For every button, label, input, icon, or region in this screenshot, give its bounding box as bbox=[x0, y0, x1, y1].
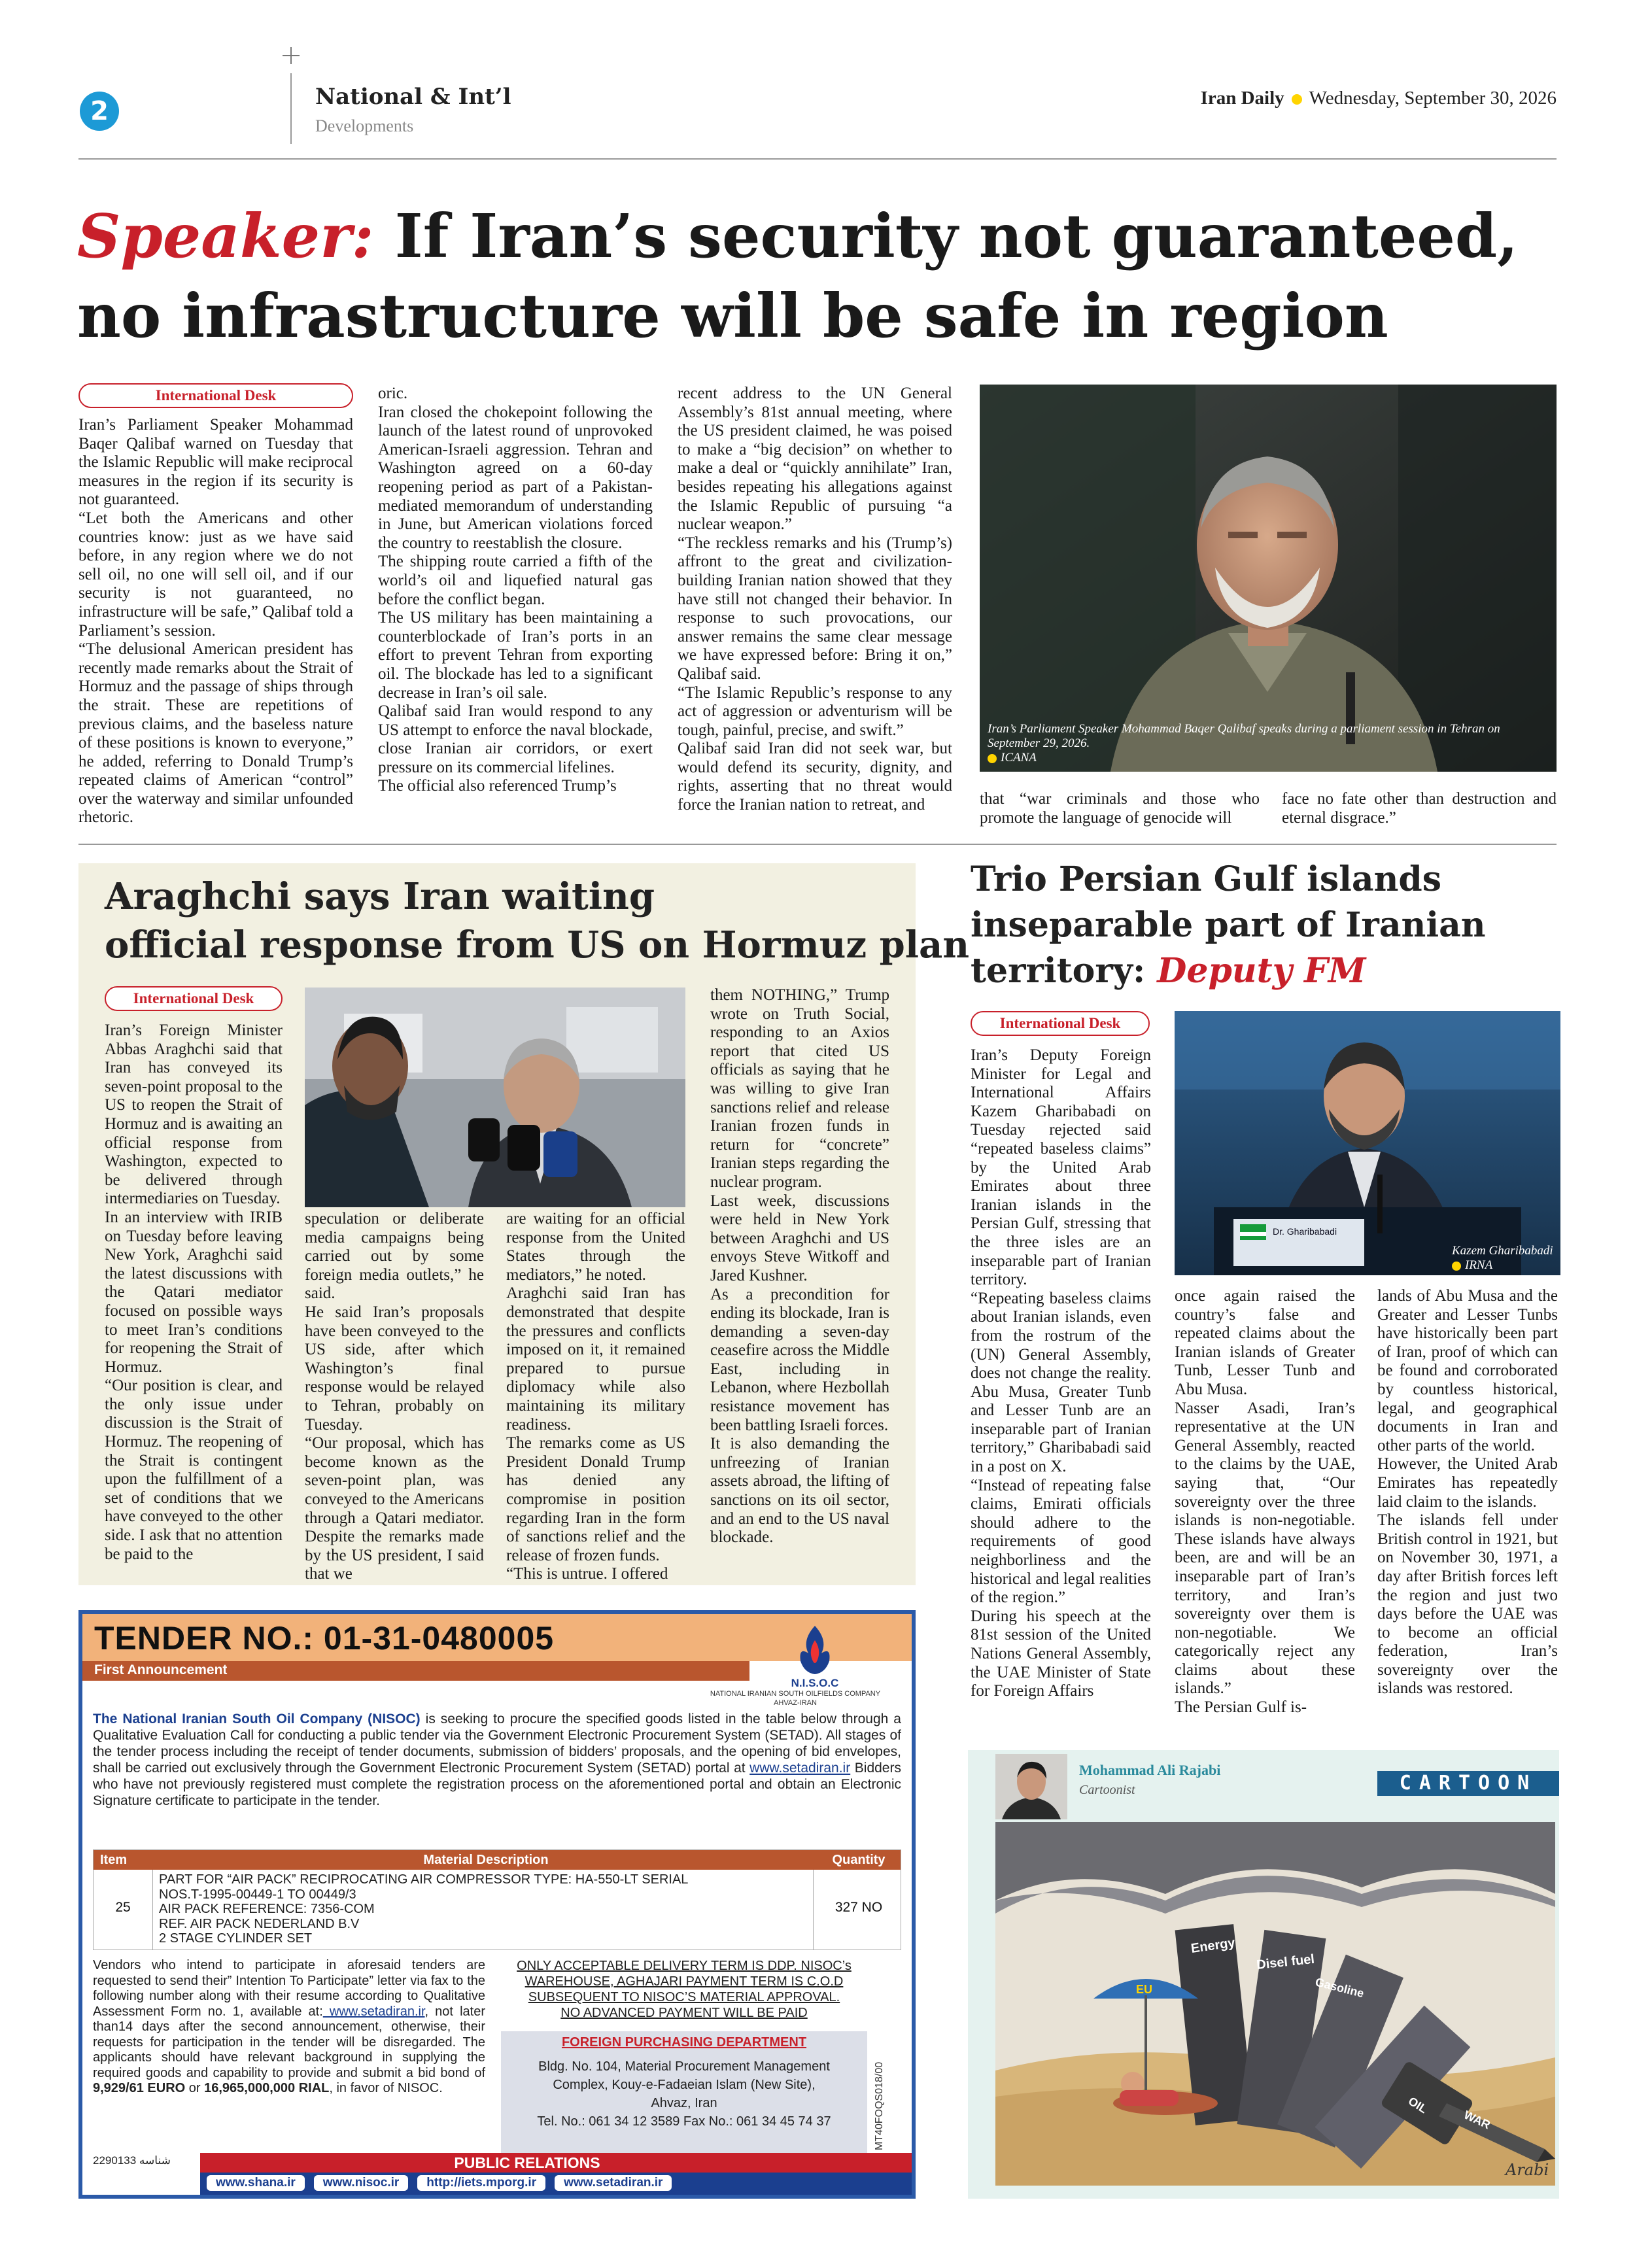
paragraph: recent address to the UN General Assembly’s 81st annual meeting, where the US president claimed, he was poised to make a “big decision” on whether to make a deal or “quickly annihilate” Iran, besides repeating his allegations against the Islamic Republic of pursuing “a nuclear weapon.” bbox=[678, 385, 952, 534]
masthead-info bbox=[1201, 88, 1557, 109]
vendors-text bbox=[93, 1958, 485, 2097]
desc-line: PART FOR “AIR PACK” RECIPROCATING AIR COMPRESSOR TYPE: HA-550-LT SERIAL bbox=[159, 1872, 689, 1887]
paragraph: lands of Abu Musa and the Greater and Lesser Tunbs have historically been part of Iran, proof of which can be found and corroborated by countless historical, legal, and geographical documents in Iran and other parts of the world. bbox=[1377, 1287, 1558, 1454]
paragraph: “The delusional American president has recently made remarks about the Strait of Hormuz and the passage of ships through the strait. These are repetitions of previous claims, and the baseless nature of these positions is known to everyone,” he added, referring to Donald Trump’s repeated claims of American “control” over the waterway and similar unfounded rhetoric. bbox=[78, 640, 353, 827]
paragraph: Qalibaf said Iran would respond to any US attempt to enforce the naval blockade, close Iranian air corridors, or exert pressure on its commercial lifelines. bbox=[378, 702, 653, 776]
credit-dot bbox=[988, 754, 997, 763]
paragraph: The shipping route carried a fifth of the world’s oil and liquefied natural gas before the conflict began. bbox=[378, 553, 653, 608]
paragraph: “The Islamic Republic’s response to any act of aggression or adventurism will be tough, painful, precise, and swift.” bbox=[678, 683, 952, 739]
paragraph: Iran’s Parliament Speaker Mohammad Baqer Qalibaf warned on Tuesday that the Islamic Republic will make reciprocal measures in the region if its security is not guaranteed. bbox=[78, 416, 353, 509]
credit-text: IRNA bbox=[1465, 1258, 1493, 1272]
header-rule bbox=[78, 158, 1557, 160]
address-line: Tel. No.: 061 34 12 3589 Fax No.: 061 34 45 74 37 bbox=[537, 2114, 831, 2129]
delivery-terms bbox=[501, 1958, 867, 2021]
gharibabadi-photo bbox=[1175, 1011, 1560, 1275]
paragraph: The remarks come as US President Donald Trump has denied any compromise in position regarding Iran in the form of sanctions relief and the release of frozen funds. bbox=[506, 1434, 685, 1564]
nisoc-logo bbox=[782, 1621, 848, 1679]
paragraph: “This is untrue. I offered bbox=[506, 1565, 668, 1583]
paragraph: The Persian Gulf is- bbox=[1175, 1698, 1307, 1717]
headline-kicker: Speaker: bbox=[77, 201, 374, 271]
link-iets[interactable]: http://iets.mporg.ir bbox=[417, 2175, 545, 2191]
headline-line-1: If Iran’s security not guaranteed, bbox=[394, 201, 1519, 271]
paragraph: oric. bbox=[378, 385, 408, 402]
qty-separator bbox=[813, 1870, 814, 1950]
header-description: Material Description bbox=[423, 1853, 549, 1867]
nameplate-text: Dr. Gharibabadi bbox=[1273, 1226, 1337, 1237]
dept-title: FOREIGN PURCHASING DEPARTMENT bbox=[561, 2035, 807, 2050]
row-item: 25 bbox=[115, 1900, 131, 1915]
cartoon-label-diesel: Disel fuel bbox=[1256, 1951, 1315, 1972]
delivery-line: NO ADVANCED PAYMENT WILL BE PAID bbox=[560, 2006, 808, 2020]
delivery-line: ONLY ACCEPTABLE DELIVERY TERM IS DDP. NISOC’s bbox=[517, 1959, 852, 1973]
vendors-text-1: Vendors who intend to participate in aforesaid tenders are requested to send their” Intention To Participate” letter via fax to the following number along with their resume according to Qualitative Assessment Form no. 1, available at: bbox=[93, 1958, 485, 2019]
table-header-row bbox=[94, 1850, 901, 1870]
link-setad[interactable]: www.setadiran.ir bbox=[555, 2175, 672, 2191]
paragraph: “Our position is clear, and the only issue under discussion is the Strait of Hormuz. The reopening of the Strait is contingent upon the fulfillment of a set of conditions that we have conveyed to the other side. I ask that no attention be paid to the bbox=[105, 1377, 283, 1563]
desc-line: 2 STAGE CYLINDER SET bbox=[159, 1931, 313, 1946]
cartoonist-avatar bbox=[995, 1754, 1067, 1819]
tender-announcement: First Announcement bbox=[94, 1662, 228, 1677]
paragraph: Nasser Asadi, Iran’s representative at the UN General Assembly, reacted to the claims by the UAE, saying that, “Our sovereignty over the three islands is non-negotiable. These islands have always been, are and will be an inseparable part of Iran’s territory, and Iran’s sovereignty over them is non-negotiable. We categorically reject any claims about these islands.” bbox=[1175, 1399, 1355, 1698]
araghchi-col-3 bbox=[506, 1210, 685, 1583]
paper-name: Iran Daily bbox=[1200, 88, 1284, 109]
cartoon-label-war: WAR bbox=[1462, 2108, 1492, 2132]
intro-text-1: is seeking to procure the specified goods listed in the table below through a Qualitative Evaluation Call for conducting a public tender via the Government Electronic Procurement System (SETAD). All stages of the tender process including the receipt of tender documents, submission of bidders’ proposals, and the opening of bid envelopes, shall be carried out exclusively through the Government Electronic Procurement System (SETAD) portal at bbox=[93, 1711, 901, 1776]
vendors-or: or bbox=[185, 2081, 205, 2095]
paragraph: speculation or deliberate media campaigns being carried out by some foreign media outlets,” he said. bbox=[305, 1210, 484, 1303]
paragraph: The islands fell under British control in 1921, but on November 30, 1971, a day after British forces left the region and just two days before the UAE was to become an official federation, Iran’s sovereignty over the islands was restored. bbox=[1377, 1511, 1558, 1698]
nisoc-flame-icon bbox=[782, 1621, 848, 1679]
cartoon-label-oil: OIL bbox=[1405, 2094, 1430, 2116]
paragraph: As a precondition for ending its blockade, Iran is demanding a seven-day ceasefire across the Middle East, including in Lebanon, where Hezbollah resistance movement has been battling Israeli forces. bbox=[710, 1285, 889, 1434]
headline-line-1: Araghchi says Iran waiting bbox=[105, 875, 655, 918]
tender-advertisement bbox=[78, 1610, 916, 2199]
main-col-4 bbox=[980, 790, 1260, 828]
row-quantity: 327 NO bbox=[835, 1900, 883, 1915]
paragraph: “The reckless remarks and his (Trump’s) affront to the great and civilization-building Iranian nation showed that they have still not changed their behavior. In response to such provocations, our answer remains the same clear message we have expressed before: Bring it on,” Qalibaf said. bbox=[678, 534, 952, 683]
headline-line-3 bbox=[971, 948, 1486, 994]
desk-label: International Desk bbox=[971, 1011, 1150, 1036]
links-row bbox=[207, 2175, 861, 2191]
araghchi-photo bbox=[305, 988, 685, 1207]
paragraph: “Our proposal, which has become known as the seven-point plan, was conveyed to the Americans through a Qatari mediator. Despite the remarks made by the US president, I said that we bbox=[305, 1434, 484, 1583]
subsection-name: Developments bbox=[315, 116, 414, 135]
dept-address bbox=[501, 2057, 867, 2131]
nisoc-company-name: NATIONAL IRANIAN SOUTH OILFIELDS COMPANY bbox=[710, 1690, 881, 1698]
paragraph: “Repeating baseless claims about Iranian islands, even from the rostrum of the (UN) General Assembly, does not change the reality. Abu Musa, Greater Tunb and Lesser Tunb are an inseparable part of Iranian territory,” Gharibabadi said in a post on X. bbox=[971, 1289, 1151, 1476]
setad-link[interactable]: www.setadiran.ir bbox=[749, 1761, 851, 1776]
cartoonist-role: Cartoonist bbox=[1079, 1783, 1135, 1797]
araghchi-photo-illustration bbox=[305, 988, 685, 1207]
intro-company: The National Iranian South Oil Company (NISOC) bbox=[93, 1711, 421, 1727]
main-col-3 bbox=[678, 385, 952, 828]
public-relations-title: PUBLIC RELATIONS bbox=[454, 2154, 600, 2171]
islands-col-2 bbox=[1175, 1287, 1355, 1723]
nisoc-company-city: AHVAZ-IRAN bbox=[774, 1699, 817, 1707]
paragraph: Iran’s Deputy Foreign Minister for Legal and International Affairs Kazem Gharibabadi on Tuesday rejected said “repeated baseless claims” by the United Arab Emirates about three Iranian islands in the Persian Gulf, stressing that the three isles are an inseparable part of Iranian territory. bbox=[971, 1046, 1151, 1289]
headline-line-1: Trio Persian Gulf islands bbox=[971, 859, 1442, 899]
section-name: National & Int’l bbox=[315, 84, 511, 110]
paragraph: Iran closed the chokepoint following the launch of the latest round of unprovoked American-Israeli aggression. Tehran and Washington agreed on a 60-day reopening period as part of a Pakistan-mediated memorandum of understanding in June, but American violations forced the country to reestablish the closure. bbox=[378, 403, 653, 552]
paragraph: “Instead of repeating false claims, Emirati officials should adhere to the requirements of good neighborliness and the historical and legal realities of the region.” bbox=[971, 1476, 1151, 1607]
avatar-illustration bbox=[995, 1754, 1067, 1819]
paragraph: Qalibaf said Iran did not seek war, but would defend its security, dignity, and rights, asserting that no threat would force the Iranian nation to retreat, and bbox=[678, 740, 952, 814]
desc-line: AIR PACK REFERENCE: 7356-COM bbox=[159, 1902, 375, 1916]
qalibaf-photo-illustration bbox=[980, 385, 1557, 772]
cartoon-label-eu: EU bbox=[1136, 1983, 1153, 1996]
bond-euro: 9,929/61 EURO bbox=[93, 2081, 186, 2095]
tender-intro bbox=[93, 1711, 901, 1809]
setad-link[interactable]: www.setadiran.ir bbox=[322, 2004, 425, 2019]
side-code: MT40FOQS018/00 bbox=[874, 2061, 885, 2150]
ad-code: 2290133 شناسه bbox=[93, 2154, 171, 2167]
paragraph: them NOTHING,” Trump wrote on Truth Social, responding to an Axios report that cited US officials as saying that he was willing to give Iran sanctions relief and release Iranian frozen funds in return for “concrete” Iranian steps regarding the nuclear program. bbox=[710, 986, 889, 1191]
header-divider bbox=[290, 73, 292, 144]
paragraph: During his speech at the 81st session of the United Nations General Assembly, the UAE Minister of State for Foreign Affairs bbox=[971, 1607, 1151, 1700]
headline-kicker: Deputy FM bbox=[1157, 951, 1366, 991]
link-nisoc[interactable]: www.nisoc.ir bbox=[314, 2175, 409, 2191]
intro-text-2: Bidders who have not previously registered must complete the registration process on the aforementioned portal and obtain an Electronic Signature certificate to participate in the tender. bbox=[93, 1761, 901, 1808]
islands-photo-caption bbox=[1452, 1244, 1557, 1273]
islands-col-1 bbox=[971, 1046, 1151, 1723]
paragraph: The official also referenced Trump’s bbox=[378, 777, 617, 795]
headline-line-2: inseparable part of Iranian bbox=[971, 905, 1486, 945]
paragraph: However, the United Arab Emirates has repeatedly laid claim to the islands. bbox=[1377, 1455, 1558, 1511]
paragraph: Last week, discussions were held in New York between Araghchi and US envoys Steve Witkoff and Jared Kushner. bbox=[710, 1192, 889, 1284]
section-rule bbox=[78, 844, 1557, 845]
header-quantity: Quantity bbox=[832, 1853, 886, 1867]
nisoc-logo-text: N.I.S.O.C bbox=[791, 1677, 839, 1689]
paragraph: “Let both the Americans and other countries know: just as we have said before, in any region where we do not sell oil, no one will sell oil, and if our security is not guaranteed, no infrastructure will be safe,” Qalibaf told a Parliament’s session. bbox=[78, 509, 353, 640]
vendors-text-3: , in favor of NISOC. bbox=[329, 2081, 443, 2095]
araghchi-col-4 bbox=[710, 986, 889, 1572]
paragraph: He said Iran’s proposals have been conveyed to the US side, after which Washington’s final response would be relayed to Tehran, probably on Tuesday. bbox=[305, 1303, 484, 1434]
credit-text: ICANA bbox=[1001, 751, 1037, 765]
paragraph: that “war criminals and those who promote the language of genocide will bbox=[980, 790, 1260, 827]
cartoon-label-gasoline: Gasoline bbox=[1314, 1975, 1366, 2001]
headline-line-2: no infrastructure will be safe in region bbox=[77, 281, 1388, 351]
araghchi-col-1 bbox=[105, 1022, 283, 1572]
paragraph: once again raised the country’s false and repeated claims about the Iranian islands of Greater Tunb, Lesser Tunb and Abu Musa. bbox=[1175, 1287, 1355, 1398]
cartoon-label: CARTOON bbox=[1377, 1771, 1559, 1796]
delivery-line: WAREHOUSE, AGHAJARI PAYMENT TERM IS C.O.D bbox=[525, 1974, 844, 1989]
desk-label: International Desk bbox=[105, 986, 283, 1011]
main-photo-caption bbox=[988, 722, 1550, 765]
qalibaf-photo bbox=[980, 385, 1557, 772]
row-description bbox=[159, 1872, 748, 1946]
crop-mark bbox=[283, 47, 300, 64]
paragraph: Iran’s Foreign Minister Abbas Araghchi said that Iran has conveyed its seven-point proposal to the US to reopen the Strait of Hormuz and is awaiting an official response from Washington, expected to be delivered through intermediaries on Tuesday. bbox=[105, 1022, 283, 1208]
caption-text: Iran’s Parliament Speaker Mohammad Baqer Qalibaf speaks during a parliament session in Tehran on September 29, 2026. bbox=[988, 722, 1500, 750]
paragraph: face no fate other than destruction and eternal disgrace.” bbox=[1282, 790, 1557, 827]
islands-col-3 bbox=[1377, 1287, 1558, 1723]
cartoon-image bbox=[995, 1822, 1555, 2186]
cartoon-illustration bbox=[995, 1822, 1555, 2186]
araghchi-headline bbox=[105, 872, 969, 969]
headline-line-2: official response from US on Hormuz plan bbox=[105, 923, 970, 967]
photo-credit bbox=[988, 751, 1550, 765]
link-shana[interactable]: www.shana.ir bbox=[207, 2175, 305, 2191]
desc-line: REF. AIR PACK NEDERLAND B.V bbox=[159, 1916, 360, 1931]
tender-table bbox=[93, 1849, 901, 1950]
delivery-line: SUBSEQUENT TO NISOC’S MATERIAL APPROVAL. bbox=[528, 1990, 840, 2004]
desk-label: International Desk bbox=[78, 383, 353, 408]
main-col-1 bbox=[78, 416, 353, 828]
islands-headline bbox=[971, 857, 1486, 994]
item-separator bbox=[152, 1870, 153, 1950]
page-number-badge: 2 bbox=[80, 92, 119, 131]
main-col-5 bbox=[1282, 790, 1557, 828]
paragraph: The US military has been maintaining a counterblockade of Iran’s ports in an effort to prevent Tehran from exporting oil. The blockade has led to a significant decrease in Iran’s oil sale. bbox=[378, 609, 653, 702]
cartoon-signature: Arabi bbox=[1506, 2161, 1549, 2179]
separator-dot bbox=[1292, 94, 1302, 105]
credit-dot bbox=[1452, 1262, 1461, 1271]
address-line: Ahvaz, Iran bbox=[651, 2096, 717, 2110]
header-item: Item bbox=[100, 1853, 128, 1867]
address-line: Complex, Kouy-e-Fadaeian Islam (New Site), bbox=[553, 2078, 816, 2092]
cartoon-label-energy: Energy bbox=[1190, 1935, 1236, 1956]
address-line: Bldg. No. 104, Material Procurement Management bbox=[538, 2059, 830, 2074]
main-headline bbox=[77, 196, 1518, 356]
tender-title: TENDER NO.: 01-31-0480005 bbox=[94, 1620, 555, 1657]
paragraph: In an interview with IRIB on Tuesday before leaving New York, Araghchi said the latest discussions with the Qatari mediator focused on possible ways to meet Iran’s conditions for reopening the Strait of Hormuz. bbox=[105, 1208, 283, 1376]
vendors-text-2: , not later than14 days after the second announcement, otherwise, their requests for participation in the tender will be disregarded. The applicants should have relevant background in supplying the required goods and capability to provide and submit a bid bond of bbox=[93, 2004, 485, 2080]
desc-line: NOS.T-1995-00449-1 TO 00449/3 bbox=[159, 1887, 356, 1902]
photo-credit bbox=[1452, 1258, 1557, 1273]
paragraph: It is also demanding the unfreezing of Iranian assets abroad, the lifting of sanctions on its oil sector, and an end to the US naval blockade. bbox=[710, 1435, 889, 1547]
cartoonist-name: Mohammad Ali Rajabi bbox=[1079, 1762, 1221, 1778]
main-col-2 bbox=[378, 385, 653, 828]
purchasing-dept-box bbox=[501, 2031, 867, 2156]
gharibabadi-photo-illustration bbox=[1175, 1011, 1560, 1275]
caption-text: Kazem Gharibabadi bbox=[1452, 1244, 1553, 1258]
paragraph: Araghchi said Iran has demonstrated that despite the pressures and conflicts imposed on it, it remained prepared to pursue diplomacy while also maintaining its military readiness. bbox=[506, 1284, 685, 1434]
issue-date: Wednesday, September 30, 2026 bbox=[1309, 88, 1557, 109]
bond-rial: 16,965,000,000 RIAL bbox=[204, 2081, 330, 2095]
headline-line-3-text: territory: bbox=[971, 951, 1158, 991]
paragraph: are waiting for an official response from the United States through the mediators,” he noted. bbox=[506, 1210, 685, 1284]
araghchi-col-2 bbox=[305, 1210, 484, 1583]
